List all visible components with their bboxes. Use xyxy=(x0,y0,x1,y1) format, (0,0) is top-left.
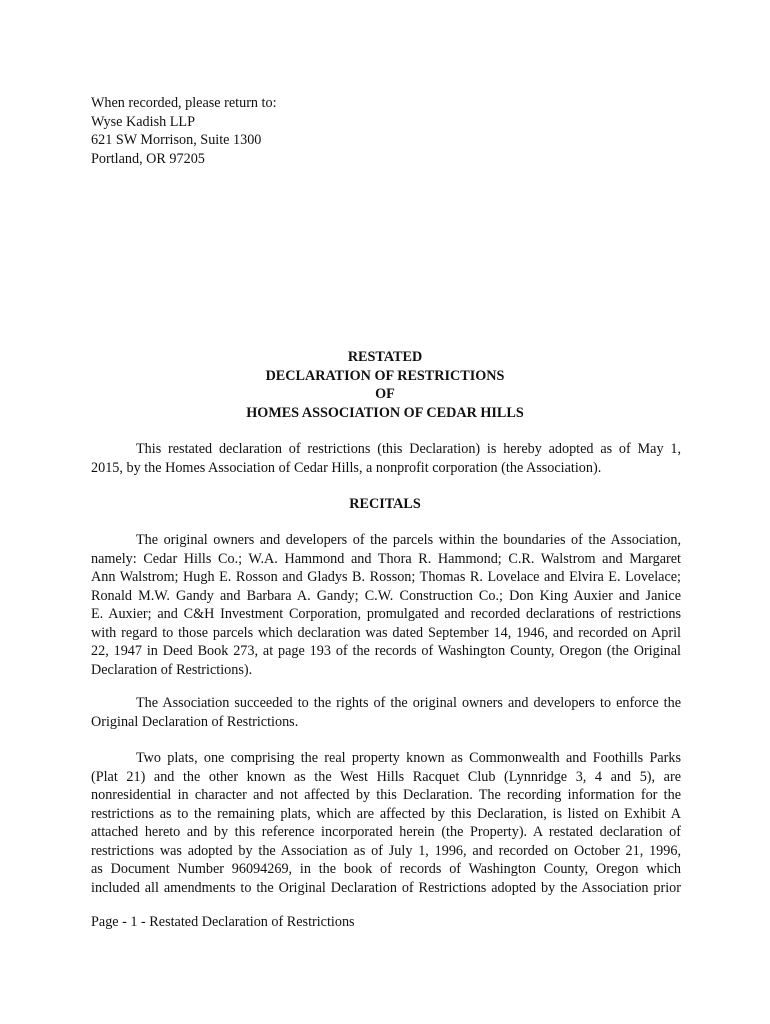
paragraph-line: Ann Walstrom; Hugh E. Rosson and Gladys B. Rosson; Thomas R. Lovelace and Elvira E. Lovelace; xyxy=(91,569,681,585)
paragraph-line: included all amendments to the Original Declaration of Restrictions adopted by the Association prior xyxy=(91,879,681,896)
paragraph-line: as Document Number 96094269, in the book of records of Washington County, Oregon which xyxy=(91,861,681,877)
paragraph-line: E. Auxier; and C&H Investment Corporation, promulgated and recorded declarations of restrictions xyxy=(91,606,681,622)
return-address-line: Portland, OR 97205 xyxy=(91,150,205,167)
recitals-paragraph-2 xyxy=(91,694,681,731)
title-line: DECLARATION OF RESTRICTIONS xyxy=(265,367,505,384)
paragraph-line: Original Declaration of Restrictions. xyxy=(91,713,299,730)
recitals-heading: RECITALS xyxy=(349,496,421,512)
title-line: RESTATED xyxy=(347,349,423,365)
paragraph-line: 22, 1947 in Deed Book 273, at page 193 of the records of Washington County, Oregon (the Original xyxy=(91,643,681,659)
paragraph-line: restrictions was adopted by the Association as of July 1, 1996, and recorded on October 21, 1996, xyxy=(91,842,681,859)
paragraph-line: Declaration of Restrictions). xyxy=(91,661,253,678)
paragraph-line: 2015, by the Homes Association of Cedar Hills, a nonprofit corporation (the Association). xyxy=(91,459,602,476)
return-address-line: When recorded, please return to: xyxy=(91,95,277,111)
paragraph-line: namely: Cedar Hills Co.; W.A. Hammond and Thora R. Hammond; C.R. Walstrom and Margaret xyxy=(91,550,681,567)
paragraph-line: The original owners and developers of the parcels within the boundaries of the Association, xyxy=(136,532,681,548)
return-address-line: 621 SW Morrison, Suite 1300 xyxy=(91,132,262,148)
paragraph-line: (Plat 21) and the other known as the West Hills Racquet Club (Lynnridge 3, 4 and 5), are xyxy=(91,768,681,785)
paragraph-line: Ronald M.W. Gandy and Barbara A. Gandy; C.W. Construction Co.; Don King Auxier and Janice xyxy=(91,587,681,604)
paragraph-line: This restated declaration of restrictions (this Declaration) is hereby adopted as of May 1, xyxy=(136,441,681,457)
paragraph-line: with regard to those parcels which declaration was dated September 14, 1946, and recorded on April xyxy=(91,624,681,641)
paragraph-line: attached hereto and by this reference incorporated herein (the Property). A restated declaration of xyxy=(91,824,681,840)
page-footer: Page - 1 - Restated Declaration of Restrictions xyxy=(91,914,355,930)
recitals-paragraph-3 xyxy=(91,749,681,897)
paragraph-line: Two plats, one comprising the real property known as Commonwealth and Foothills Parks xyxy=(136,750,681,766)
return-address-line: Wyse Kadish LLP xyxy=(91,113,195,130)
document-title xyxy=(0,348,770,422)
recitals-paragraph-1 xyxy=(91,531,681,679)
intro-paragraph xyxy=(91,440,681,477)
title-line: HOMES ASSOCIATION OF CEDAR HILLS xyxy=(246,404,524,421)
return-address-block xyxy=(91,94,277,168)
title-line: OF xyxy=(375,386,395,402)
paragraph-line: restrictions as to the remaining plats, which are affected by this Declaration, is listed on Exhibit A xyxy=(91,805,681,822)
paragraph-line: nonresidential in character and not affected by this Declaration. The recording information for the xyxy=(91,787,681,803)
paragraph-line: The Association succeeded to the rights of the original owners and developers to enforce the xyxy=(136,695,681,711)
